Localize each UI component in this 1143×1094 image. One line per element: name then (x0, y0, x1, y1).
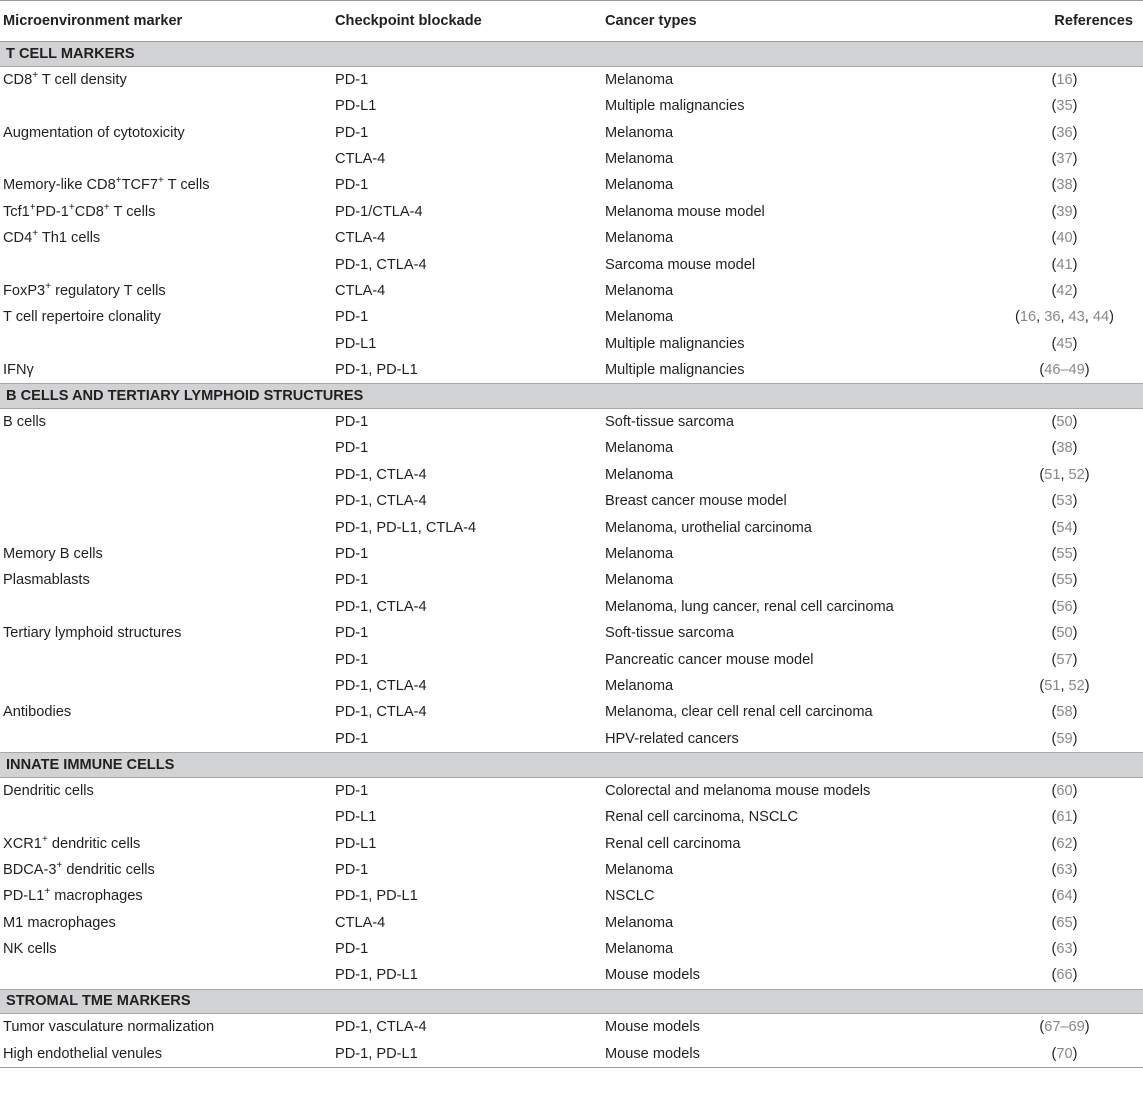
references-cell: (50) (1051, 414, 1078, 431)
references-cell: (58) (1051, 704, 1078, 721)
blockade-cell: PD-1, PD-L1 (335, 362, 418, 379)
table-row (0, 962, 1143, 989)
reference-link[interactable]: 52 (1068, 677, 1085, 694)
blockade-cell: PD-1, CTLA-4 (335, 493, 427, 510)
section-row (0, 42, 1143, 67)
references-cell: (42) (1051, 282, 1078, 299)
reference-link[interactable]: 38 (1056, 177, 1073, 194)
reference-link[interactable]: 55 (1056, 546, 1073, 563)
blockade-cell: PD-1 (335, 546, 369, 563)
reference-link[interactable]: 66 (1056, 967, 1073, 984)
blockade-cell: PD-1 (335, 782, 369, 799)
reference-link[interactable]: 36 (1044, 309, 1061, 326)
cancer-cell: Melanoma (605, 309, 674, 326)
table-row (0, 567, 1143, 593)
cancer-cell: Mouse models (602, 1041, 986, 1068)
table-row (0, 804, 1143, 830)
marker-cell: BDCA-3+ dendritic cells (3, 860, 155, 878)
cancer-cell: Multiple malignancies (605, 362, 745, 379)
blockade-cell: PD-1 (335, 651, 369, 668)
table-row (0, 199, 1143, 225)
section-row (0, 989, 1143, 1014)
marker-cell: PD-L1+ macrophages (3, 886, 143, 905)
cancer-cell: Multiple malignancies (605, 335, 745, 352)
table-row (0, 777, 1143, 804)
references-cell: (55) (1051, 572, 1078, 589)
cancer-cell: Pancreatic cancer mouse model (605, 651, 814, 668)
table-row (0, 331, 1143, 357)
reference-link[interactable]: 63 (1056, 861, 1073, 878)
marker-cell: Dendritic cells (3, 782, 94, 799)
blockade-cell: PD-1, CTLA-4 (335, 1019, 427, 1036)
table-row (0, 857, 1143, 883)
reference-link[interactable]: 40 (1056, 230, 1073, 247)
blockade-cell: PD-1, PD-L1 (332, 1041, 602, 1068)
blockade-cell: CTLA-4 (335, 150, 386, 167)
references-cell: (66) (1051, 967, 1078, 984)
marker-cell (0, 804, 332, 830)
reference-link[interactable]: 41 (1056, 256, 1073, 273)
reference-link[interactable]: 55 (1056, 572, 1073, 589)
blockade-cell: PD-1, CTLA-4 (335, 677, 427, 694)
cancer-cell: NSCLC (605, 888, 655, 905)
table-row (0, 1041, 1143, 1068)
marker-cell (0, 646, 332, 672)
blockade-cell: PD-1 (335, 730, 369, 747)
table-row (0, 435, 1143, 461)
blockade-cell: PD-1, PD-L1, CTLA-4 (335, 519, 477, 536)
reference-link[interactable]: 59 (1056, 730, 1073, 747)
reference-link[interactable]: 37 (1056, 150, 1073, 167)
table-row (0, 910, 1143, 936)
cancer-cell: Colorectal and melanoma mouse models (605, 782, 871, 799)
marker-cell (0, 726, 332, 753)
cancer-cell: Melanoma (605, 230, 674, 247)
references-cell: (56) (1051, 598, 1078, 615)
table-row (0, 304, 1143, 330)
marker-cell: NK cells (3, 941, 57, 958)
table-row (0, 93, 1143, 119)
table-row (0, 620, 1143, 646)
cancer-cell: Melanoma (605, 466, 674, 483)
references-cell: (38) (1051, 440, 1078, 457)
cancer-cell: Melanoma (605, 440, 674, 457)
cancer-cell: Renal cell carcinoma (605, 835, 741, 852)
marker-cell: T cell repertoire clonality (3, 309, 161, 326)
reference-link[interactable]: 35 (1056, 98, 1073, 115)
references-cell: (51, 52) (1039, 466, 1090, 483)
references-cell: (50) (1051, 625, 1078, 642)
marker-cell (0, 594, 332, 620)
references-cell: (40) (1051, 230, 1078, 247)
cancer-cell: Multiple malignancies (605, 98, 745, 115)
blockade-cell: PD-1, CTLA-4 (335, 704, 427, 721)
marker-cell (0, 962, 332, 989)
header-references: References (986, 1, 1143, 42)
reference-link[interactable]: 50 (1056, 414, 1073, 431)
cancer-cell: HPV-related cancers (605, 730, 739, 747)
table-row (0, 646, 1143, 672)
cancer-cell: Melanoma, urothelial carcinoma (605, 519, 812, 536)
blockade-cell: PD-1 (335, 625, 369, 642)
blockade-cell: PD-1, CTLA-4 (335, 466, 427, 483)
table-row (0, 541, 1143, 567)
cancer-cell: Melanoma (605, 71, 674, 88)
marker-cell: High endothelial venules (0, 1041, 332, 1068)
table-row (0, 172, 1143, 198)
marker-cell (0, 93, 332, 119)
cancer-cell: Melanoma (605, 546, 674, 563)
marker-cell: Memory-like CD8+TCF7+ T cells (3, 175, 210, 194)
table-row (0, 936, 1143, 962)
cancer-cell: Melanoma (605, 282, 674, 299)
blockade-cell: PD-1 (335, 414, 369, 431)
blockade-cell: PD-1 (335, 861, 369, 878)
blockade-cell: CTLA-4 (335, 282, 386, 299)
references-cell: (39) (1051, 203, 1078, 220)
table-row (0, 357, 1143, 384)
table-row (0, 146, 1143, 172)
table-row (0, 699, 1143, 725)
table-row (0, 225, 1143, 251)
references-cell: (55) (1051, 546, 1078, 563)
reference-link[interactable]: 36 (1056, 124, 1073, 141)
marker-cell (0, 146, 332, 172)
blockade-cell: PD-1/CTLA-4 (335, 203, 423, 220)
reference-link[interactable]: 60 (1056, 782, 1073, 799)
blockade-cell: PD-1 (335, 440, 369, 457)
marker-cell: XCR1+ dendritic cells (3, 833, 141, 852)
reference-link[interactable]: 51 (1044, 466, 1061, 483)
blockade-cell: PD-1 (335, 572, 369, 589)
cancer-cell: Mouse models (605, 967, 700, 984)
references-cell: (16) (1051, 71, 1078, 88)
header-row (0, 1, 1143, 42)
table-body (0, 42, 1143, 1068)
references-cell: (63) (1051, 941, 1078, 958)
marker-cell: M1 macrophages (3, 914, 116, 931)
cancer-cell: Melanoma (605, 572, 674, 589)
blockade-cell: PD-1 (335, 177, 369, 194)
blockade-cell: CTLA-4 (335, 230, 386, 247)
table-row (0, 514, 1143, 540)
cancer-cell: Breast cancer mouse model (605, 493, 787, 510)
cancer-cell: Renal cell carcinoma, NSCLC (605, 809, 799, 826)
references-cell: (36) (1051, 124, 1078, 141)
reference-link[interactable]: 58 (1056, 704, 1073, 721)
reference-link[interactable]: 70 (1056, 1045, 1073, 1062)
marker-cell: CD4+ Th1 cells (3, 228, 101, 247)
blockade-cell: PD-L1 (335, 809, 377, 826)
reference-link[interactable]: 61 (1056, 809, 1073, 826)
table-row (0, 278, 1143, 304)
cancer-cell: Melanoma, clear cell renal cell carcinoma (605, 704, 873, 721)
reference-link[interactable]: 44 (1092, 309, 1110, 326)
reference-link[interactable]: 43 (1068, 309, 1085, 326)
reference-link[interactable]: 51 (1044, 677, 1061, 694)
table-row (0, 673, 1143, 699)
reference-link[interactable]: 63 (1056, 941, 1073, 958)
references-cell: (46–49) (1039, 362, 1090, 379)
references-cell: (16, 36, 43, 44) (1014, 309, 1114, 326)
section-title: B CELLS AND TERTIARY LYMPHOID STRUCTURES (0, 384, 1143, 409)
cancer-cell: Soft-tissue sarcoma (605, 625, 734, 642)
marker-cell (0, 673, 332, 699)
section-title: T CELL MARKERS (0, 42, 1143, 67)
table-row (0, 1014, 1143, 1041)
section-row (0, 752, 1143, 777)
blockade-cell: PD-1 (335, 71, 369, 88)
blockade-cell: PD-1 (335, 309, 369, 326)
reference-link[interactable]: 65 (1056, 914, 1073, 931)
marker-cell: Tumor vasculature normalization (3, 1019, 215, 1036)
reference-link[interactable]: 67–69 (1044, 1019, 1085, 1036)
cancer-cell: Melanoma (605, 177, 674, 194)
cancer-cell: Melanoma (605, 677, 674, 694)
marker-cell (0, 462, 332, 488)
references-cell: (60) (1051, 782, 1078, 799)
cancer-cell: Mouse models (605, 1019, 700, 1036)
marker-cell: FoxP3+ regulatory T cells (3, 281, 166, 299)
blockade-cell: PD-L1 (335, 835, 377, 852)
marker-cell: Augmentation of cytotoxicity (3, 124, 185, 141)
header-cancer: Cancer types (602, 1, 986, 42)
references-cell: (37) (1051, 150, 1078, 167)
marker-cell: Antibodies (3, 704, 72, 721)
reference-link[interactable]: 57 (1056, 651, 1073, 668)
table-row (0, 66, 1143, 93)
blockade-cell: PD-1, CTLA-4 (335, 598, 427, 615)
blockade-cell: PD-L1 (335, 335, 377, 352)
reference-link[interactable]: 54 (1056, 519, 1073, 536)
reference-link[interactable]: 50 (1056, 625, 1073, 642)
blockade-cell: PD-1, PD-L1 (335, 888, 418, 905)
cancer-cell: Melanoma (605, 941, 674, 958)
section-title: STROMAL TME MARKERS (0, 989, 1143, 1014)
marker-cell: CD8+ T cell density (3, 69, 127, 88)
references-cell: (35) (1051, 98, 1078, 115)
references-cell: (62) (1051, 835, 1078, 852)
references-cell: (41) (1051, 256, 1078, 273)
table-row (0, 119, 1143, 145)
blockade-cell: PD-L1 (335, 98, 377, 115)
references-cell: (51, 52) (1039, 677, 1090, 694)
references-cell: (59) (1051, 730, 1078, 747)
header-blockade: Checkpoint blockade (332, 1, 602, 42)
blockade-cell: CTLA-4 (335, 914, 386, 931)
blockade-cell: PD-1, CTLA-4 (335, 256, 427, 273)
cancer-cell: Melanoma (605, 124, 674, 141)
cancer-cell: Sarcoma mouse model (605, 256, 756, 273)
reference-link[interactable]: 64 (1056, 888, 1073, 905)
reference-link[interactable]: 16 (1019, 309, 1037, 326)
table-row (0, 488, 1143, 514)
reference-link[interactable]: 53 (1056, 493, 1073, 510)
references-cell: (67–69) (1039, 1019, 1090, 1036)
marker-cell: Tcf1+PD-1+CD8+ T cells (3, 201, 156, 220)
reference-link[interactable]: 42 (1056, 282, 1073, 299)
marker-cell (0, 435, 332, 461)
cancer-cell: Melanoma (605, 150, 674, 167)
references-cell: (53) (1051, 493, 1078, 510)
section-row (0, 384, 1143, 409)
marker-cell (0, 488, 332, 514)
blockade-cell: PD-1 (335, 941, 369, 958)
marker-cell: IFNγ (3, 362, 34, 379)
table-row (0, 251, 1143, 277)
marker-cell (0, 514, 332, 540)
marker-cell: Plasmablasts (3, 572, 90, 589)
blockade-cell: PD-1, PD-L1 (335, 967, 418, 984)
marker-cell: B cells (3, 414, 46, 431)
cancer-cell: Soft-tissue sarcoma (605, 414, 734, 431)
references-cell: (65) (1051, 914, 1078, 931)
references-cell: (45) (1051, 335, 1078, 352)
section-title: INNATE IMMUNE CELLS (0, 752, 1143, 777)
references-cell: (63) (1051, 861, 1078, 878)
table-row (0, 726, 1143, 753)
references-cell: (64) (1051, 888, 1078, 905)
table-row (0, 462, 1143, 488)
cancer-cell: Melanoma (605, 861, 674, 878)
cancer-cell: Melanoma (605, 914, 674, 931)
table-row (0, 883, 1143, 909)
table-row (0, 408, 1143, 435)
reference-link[interactable]: 56 (1056, 598, 1073, 615)
marker-cell (0, 331, 332, 357)
reference-link[interactable]: 62 (1056, 835, 1073, 852)
marker-cell: Memory B cells (3, 546, 103, 563)
table-row (0, 594, 1143, 620)
reference-link[interactable]: 52 (1068, 466, 1085, 483)
references-cell: (57) (1051, 651, 1078, 668)
cancer-cell: Melanoma, lung cancer, renal cell carcinoma (605, 598, 894, 615)
blockade-cell: PD-1 (335, 124, 369, 141)
cancer-cell: Melanoma mouse model (605, 203, 765, 220)
references-cell: (38) (1051, 177, 1078, 194)
reference-link[interactable]: 16 (1056, 71, 1073, 88)
reference-link[interactable]: 46–49 (1044, 362, 1085, 379)
references-cell: (54) (1051, 519, 1078, 536)
references-cell: (61) (1051, 809, 1078, 826)
marker-cell (0, 251, 332, 277)
reference-link[interactable]: 38 (1056, 440, 1073, 457)
table-row (0, 830, 1143, 856)
reference-link[interactable]: 45 (1056, 335, 1073, 352)
marker-cell: Tertiary lymphoid structures (3, 625, 182, 642)
header-marker: Microenvironment marker (0, 1, 332, 42)
reference-link[interactable]: 39 (1056, 203, 1073, 220)
references-cell: (70) (986, 1041, 1143, 1068)
